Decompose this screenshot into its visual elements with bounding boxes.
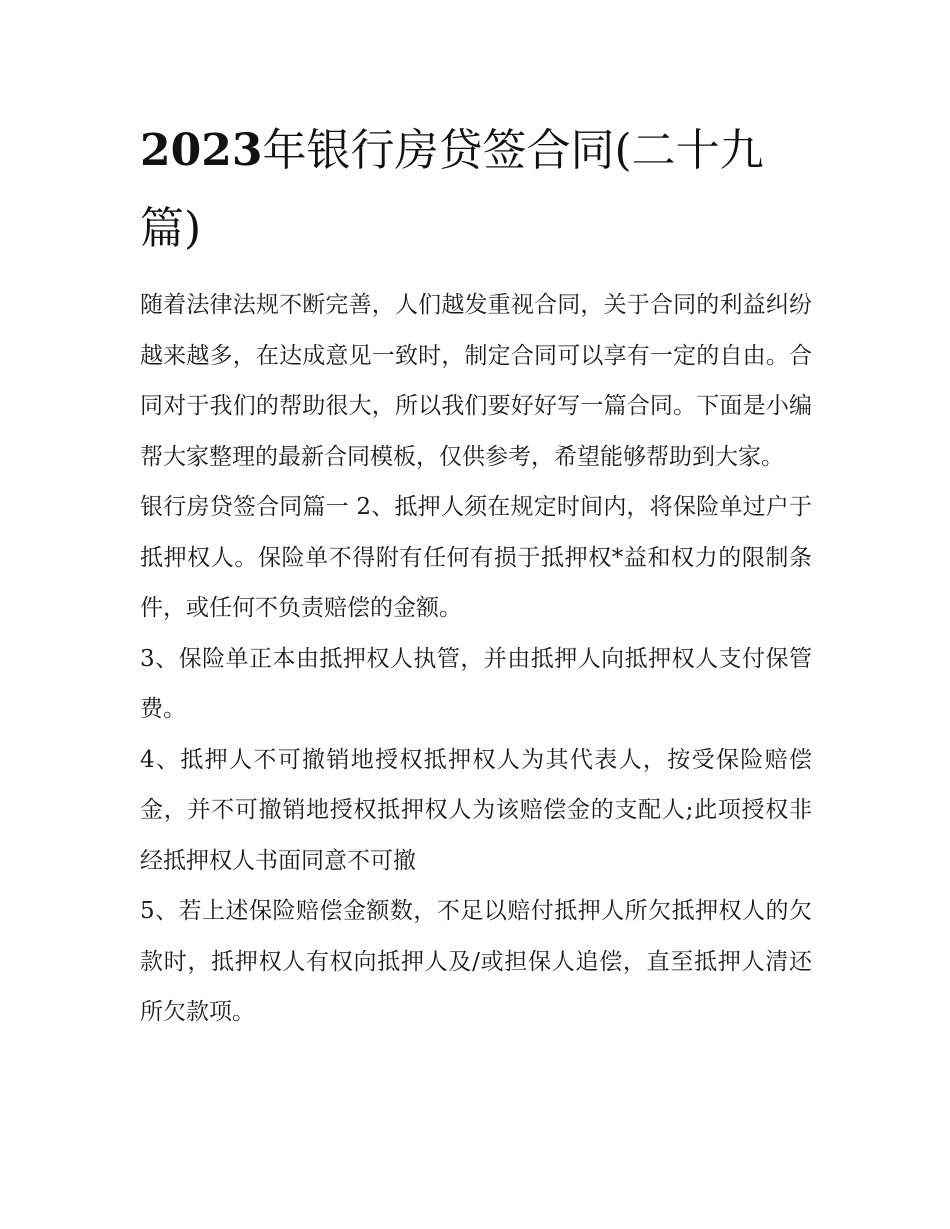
intro-paragraph: 随着法律法规不断完善，人们越发重视合同，关于合同的利益纠纷越来越多，在达成意见一致时，制定合同可以享有一定的自由。合同对于我们的帮助很大，所以我们要好好写一篇合同。下面是小编帮大家整理的最新合同模板，仅供参考，希望能够帮助到大家。 [140, 292, 812, 470]
clause-paragraph-2: 银行房贷签合同篇一 2、抵押人须在规定时间内，将保险单过户于抵押权人。保险单不得附有任何有损于抵押权*益和权力的限制条件，或任何不负责赔偿的金额。 [140, 494, 812, 621]
clause-paragraph-5: 5、若上述保险赔偿金额数，不足以赔付抵押人所欠抵押权人的欠款时，抵押权人有权向抵押人及/或担保人追偿，直至抵押人清还所欠款项。 [140, 898, 812, 1025]
title-year: 2023 [140, 125, 263, 176]
clause-paragraph-3: 3、保险单正本由抵押权人执管，并由抵押人向抵押权人支付保管费。 [140, 645, 812, 722]
clause-paragraph-4: 4、抵押人不可撤销地授权抵押权人为其代表人，按受保险赔偿金，并不可撤销地授权抵押权人为该赔偿金的支配人;此项授权非经抵押权人书面同意不可撤 [140, 746, 812, 874]
title-text: 年银行房贷签合同(二十九篇) [140, 125, 764, 254]
document-content [140, 112, 812, 1038]
document-title [140, 112, 812, 268]
